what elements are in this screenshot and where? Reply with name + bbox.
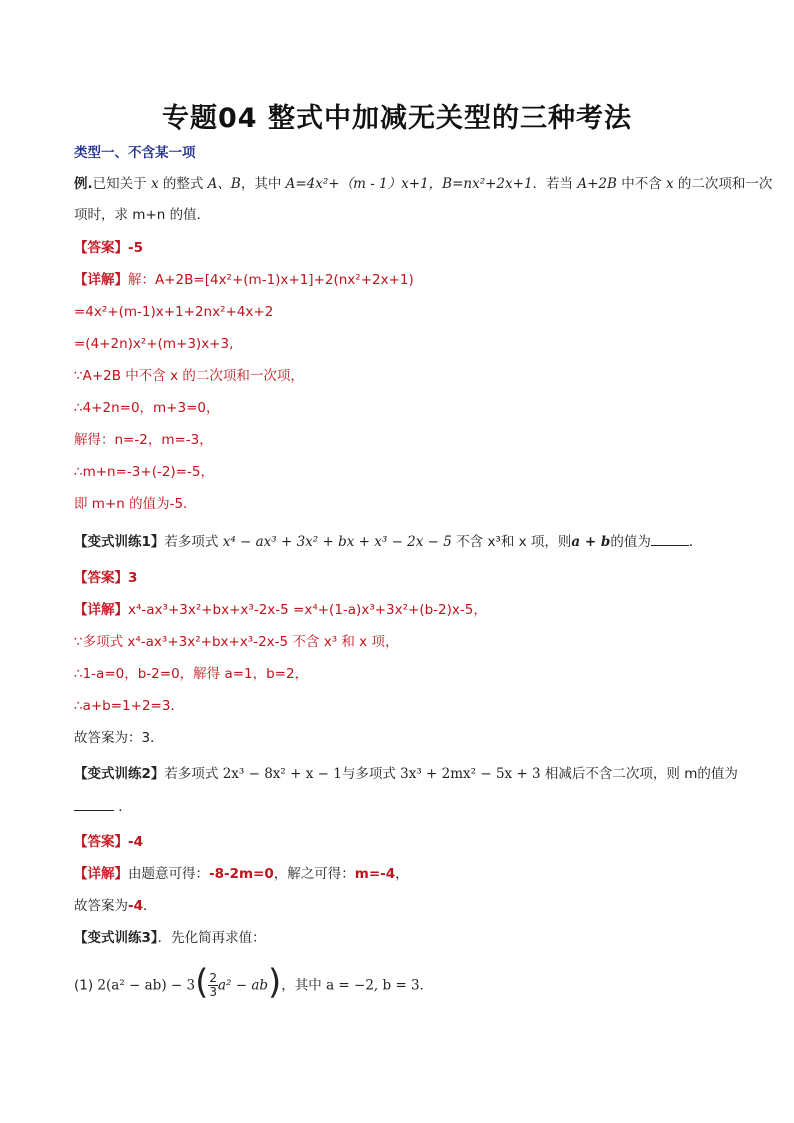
exercise1-detail-line: 故答案为：3． — [74, 730, 164, 746]
text: 不含 x³和 x 项，则 — [451, 534, 572, 550]
math-poly: 3x³ + 2mx² − 5x + 3 — [400, 766, 541, 782]
text: 相减后不含二次项，则 m的值为 — [540, 766, 738, 782]
fraction-numerator: 2 — [209, 971, 217, 985]
answer-value: -5 — [128, 240, 143, 256]
example-detail-line: ∵A+2B 中不含 x 的二次项和一次项， — [74, 368, 304, 384]
example-answer — [74, 238, 734, 258]
example-detail-line: ∴4+2n=0，m+3=0， — [74, 400, 220, 416]
conclusion-value: -4 — [128, 898, 143, 914]
math-x: x — [150, 176, 159, 192]
text: ． — [143, 898, 157, 914]
math-condition: ，其中 a = −2, b = 3． — [281, 977, 434, 994]
text: 与多项式 — [341, 766, 401, 782]
exercise3-question — [74, 928, 734, 948]
exercise1-detail-line: ∴a+b=1+2=3． — [74, 698, 184, 714]
example-lead: 例. — [74, 176, 93, 192]
math-poly: 2x³ − 8x² + x − 1 — [222, 766, 342, 782]
detail-label: 【详解】 — [74, 602, 128, 618]
page-title: 专题04 整式中加减无关型的三种考法 — [162, 103, 632, 134]
math-expr: a² − ab — [217, 977, 269, 994]
text: ， — [395, 866, 409, 882]
exercise1-answer — [74, 568, 734, 588]
fraction — [208, 972, 218, 999]
text: 若多项式 — [164, 766, 223, 782]
exercise-label: 【变式训练2】 — [74, 766, 165, 782]
answer-value: 3 — [128, 570, 138, 586]
text: 故答案为 — [74, 898, 128, 914]
detail-equation: -8-2m=0 — [209, 866, 274, 882]
exercise2-blank-line — [74, 796, 734, 817]
detail-label: 【详解】 — [74, 866, 128, 882]
detail-text: x⁴-ax³+3x²+bx+x³-2x-5 =x⁴+(1-a)x³+3x²+(b-2)x-5， — [128, 602, 487, 618]
text: ，其中 — [240, 176, 286, 192]
exercise2-answer — [74, 832, 734, 852]
text: 若多项式 — [164, 534, 223, 550]
text: 的整式 — [158, 176, 208, 192]
text: 中不含 — [616, 176, 666, 192]
example-question-line2: 项时，求 m+n 的值． — [74, 207, 211, 223]
example-detail-line: 解得：n=-2，m=-3， — [74, 432, 213, 448]
exercise3-item1 — [74, 962, 734, 1003]
text: ． — [114, 799, 132, 815]
exercise1-question — [74, 531, 734, 552]
answer-label: 【答案】 — [74, 834, 128, 850]
answer-blank[interactable] — [651, 531, 689, 546]
text: 由题意可得： — [128, 866, 209, 882]
example-detail-line: =(4+2n)x²+(m+3)x+3, — [74, 336, 234, 352]
text: 的值为 — [610, 534, 651, 550]
detail-result: m=-4 — [354, 866, 396, 882]
paren-open: ( — [195, 962, 209, 1003]
detail-label: 【详解】 — [74, 272, 128, 288]
example-question-line1 — [74, 174, 773, 194]
text: ．若当 — [532, 176, 578, 192]
fraction-denominator: 3 — [209, 985, 217, 999]
math-a2b: A+2B — [577, 176, 617, 192]
example-detail-line: ∴m+n=-3+(-2)=-5， — [74, 464, 214, 480]
text: ，解之可得： — [273, 866, 355, 882]
answer-value: -4 — [128, 834, 143, 850]
item-number: (1) — [74, 977, 94, 994]
answer-blank[interactable] — [74, 796, 114, 811]
detail-text: ∵多项式 x⁴-ax³+3x²+bx+x³-2x-5 不含 x³ 和 x 项， — [74, 634, 399, 650]
example-detail-line: =4x²+(m-1)x+1+2nx²+4x+2 — [74, 304, 274, 320]
math-a-expr: A=4x²+（m - 1）x+1，B=nx²+2x+1 — [285, 176, 533, 192]
math-x: x — [666, 176, 674, 192]
math-ab: a + b — [571, 534, 611, 550]
section-heading-type1: 类型一、不含某一项 — [74, 145, 196, 161]
text: ． — [688, 534, 703, 550]
text: 的二次项和一次 — [673, 176, 773, 192]
answer-label: 【答案】 — [74, 240, 128, 256]
text: 已知关于 — [92, 176, 151, 192]
math-poly: x⁴ − ax³ + 3x² + bx + x³ − 2x − 5 — [222, 534, 452, 550]
exercise2-conclusion — [74, 896, 734, 916]
example-detail-line — [74, 270, 734, 290]
exercise2-question — [74, 764, 738, 784]
exercise1-detail-line — [74, 600, 734, 620]
example-detail-line: 即 m+n 的值为-5． — [74, 496, 197, 512]
text: ．先化简再求值： — [157, 930, 266, 946]
detail-text: 解：A+2B=[4x²+(m-1)x+1]+2(nx²+2x+1) — [128, 272, 414, 288]
paren-close: ) — [268, 962, 282, 1003]
math-ab: A、B — [207, 176, 241, 192]
exercise2-detail-line — [74, 864, 734, 884]
exercise1-detail-line — [74, 632, 734, 652]
answer-label: 【答案】 — [74, 570, 128, 586]
exercise1-detail-line: ∴1-a=0，b-2=0，解得 a=1，b=2， — [74, 666, 309, 682]
math-expr: 2(a² − ab) − 3 — [97, 977, 196, 994]
exercise-label: 【变式训练3】 — [74, 930, 158, 946]
exercise-label: 【变式训练1】 — [74, 534, 165, 550]
